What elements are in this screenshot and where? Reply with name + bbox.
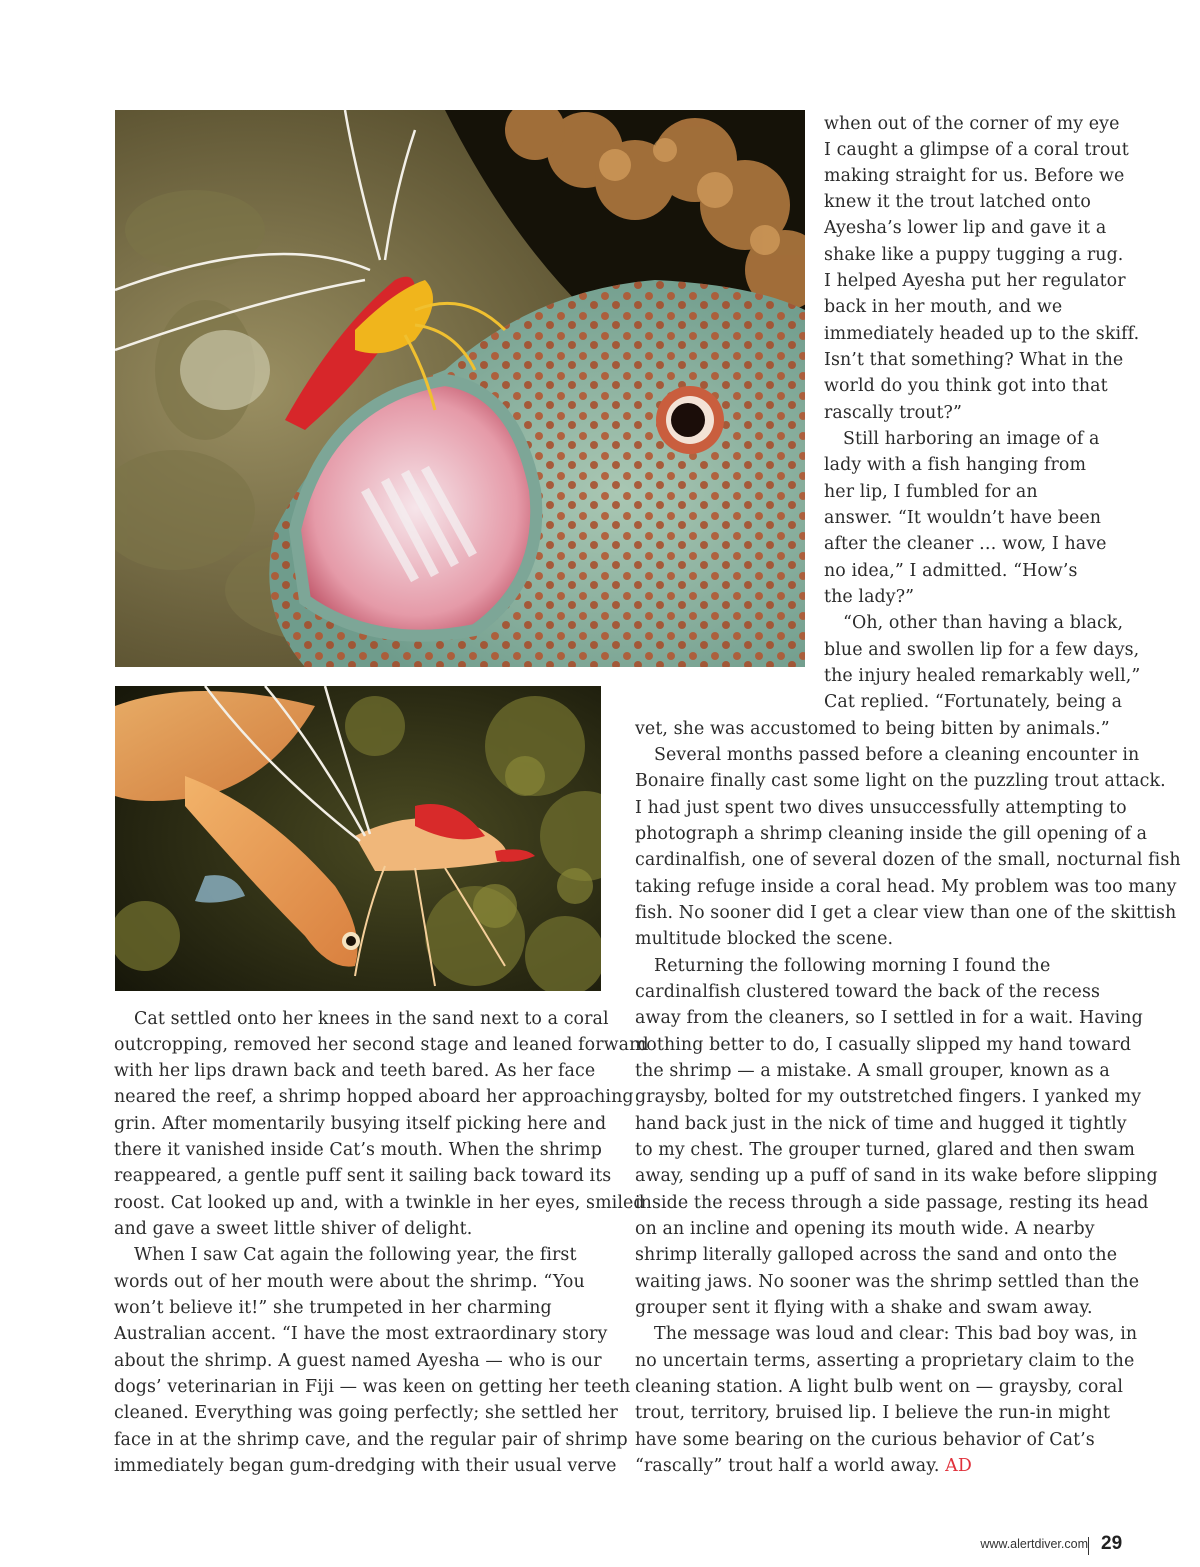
text-line: blue and swollen lip for a few days, xyxy=(824,640,1140,660)
last-text-line xyxy=(635,1453,972,1479)
text-line: immediately headed up to the skiff. xyxy=(824,324,1140,344)
text-line: Cat settled onto her knees in the sand next to a coral xyxy=(134,1009,609,1029)
text-line: with her lips drawn back and teeth bared. As her face xyxy=(114,1061,596,1081)
text-line: cardinalfish clustered toward the back of the recess xyxy=(635,982,1100,1002)
text-line: her lip, I fumbled for an xyxy=(824,482,1038,502)
footer-url[interactable]: www.alertdiver.com xyxy=(980,1537,1088,1551)
text-line-content: “rascally” trout half a world away. xyxy=(635,1456,940,1476)
cardinalfish-shrimp-photo xyxy=(115,686,601,991)
text-line: I caught a glimpse of a coral trout xyxy=(824,140,1129,160)
text-line: taking refuge inside a coral head. My problem was too many xyxy=(635,877,1177,897)
text-line: I had just spent two dives unsuccessfully attempting to xyxy=(635,798,1127,818)
text-line: grouper sent it flying with a shake and swam away. xyxy=(635,1298,1093,1318)
text-line: cleaning station. A light bulb went on — graysby, coral xyxy=(635,1377,1123,1397)
text-line: grin. After momentarily busying itself picking here and xyxy=(114,1114,607,1134)
text-line: to my chest. The grouper turned, glared and then swam xyxy=(635,1140,1135,1160)
text-line: knew it the trout latched onto xyxy=(824,192,1091,212)
text-line: shrimp literally galloped across the sand and onto the xyxy=(635,1245,1118,1265)
text-line: the injury healed remarkably well,” xyxy=(824,666,1141,686)
text-line: have some bearing on the curious behavior of Cat’s xyxy=(635,1430,1095,1450)
text-line: photograph a shrimp cleaning inside the gill opening of a xyxy=(635,824,1148,844)
text-line: trout, territory, bruised lip. I believe the run-in might xyxy=(635,1403,1111,1423)
text-line: I helped Ayesha put her regulator xyxy=(824,271,1126,291)
text-line: when out of the corner of my eye xyxy=(824,114,1120,134)
text-line: “Oh, other than having a black, xyxy=(843,613,1124,633)
text-line: waiting jaws. No sooner was the shrimp settled than the xyxy=(635,1272,1140,1292)
text-line: Isn’t that something? What in the xyxy=(824,350,1124,370)
text-line: The message was loud and clear: This bad boy was, in xyxy=(654,1324,1138,1344)
text-line: vet, she was accustomed to being bitten by animals.” xyxy=(635,719,1110,739)
text-line: back in her mouth, and we xyxy=(824,297,1063,317)
text-line: nothing better to do, I casually slipped my hand toward xyxy=(635,1035,1132,1055)
text-line: the shrimp — a mistake. A small grouper, known as a xyxy=(635,1061,1110,1081)
text-line: Bonaire finally cast some light on the puzzling trout attack. xyxy=(635,771,1166,791)
text-line: after the cleaner … wow, I have xyxy=(824,534,1107,554)
text-line: cleaned. Everything was going perfectly; she settled her xyxy=(114,1403,618,1423)
text-line: shake like a puppy tugging a rug. xyxy=(824,245,1124,265)
text-line: Cat replied. “Fortunately, being a xyxy=(824,692,1123,712)
text-line: lady with a fish hanging from xyxy=(824,455,1087,475)
text-line: immediately began gum-dredging with their usual verve xyxy=(114,1456,617,1476)
text-line: no idea,” I admitted. “How’s xyxy=(824,561,1078,581)
text-line: Australian accent. “I have the most extraordinary story xyxy=(114,1324,608,1344)
text-line: away from the cleaners, so I settled in for a wait. Having xyxy=(635,1008,1143,1028)
text-line: and gave a sweet little shiver of delight. xyxy=(114,1219,473,1239)
text-line: making straight for us. Before we xyxy=(824,166,1125,186)
text-line: face in at the shrimp cave, and the regular pair of shrimp xyxy=(114,1430,628,1450)
text-line: reappeared, a gentle puff sent it sailing back toward its xyxy=(114,1166,612,1186)
text-line: dogs’ veterinarian in Fiji — was keen on getting her teeth xyxy=(114,1377,631,1397)
text-line: there it vanished inside Cat’s mouth. When the shrimp xyxy=(114,1140,603,1160)
end-mark: AD xyxy=(945,1456,972,1476)
text-line: away, sending up a puff of sand in its wake before slipping xyxy=(635,1166,1158,1186)
text-line: the lady?” xyxy=(824,587,915,607)
text-line: about the shrimp. A guest named Ayesha — who is our xyxy=(114,1351,602,1371)
text-line: won’t believe it!” she trumpeted in her charming xyxy=(114,1298,552,1318)
text-line: on an incline and opening its mouth wide. A nearby xyxy=(635,1219,1095,1239)
grouper-shrimp-photo xyxy=(115,110,805,667)
page-number: 29 xyxy=(1101,1533,1123,1554)
footer-divider xyxy=(1088,1537,1089,1555)
text-line: Ayesha’s lower lip and gave it a xyxy=(824,218,1107,238)
text-line: world do you think got into that xyxy=(824,376,1108,396)
text-line: words out of her mouth were about the shrimp. “You xyxy=(114,1272,585,1292)
text-line: rascally trout?” xyxy=(824,403,962,423)
text-line: inside the recess through a side passage, resting its head xyxy=(635,1193,1149,1213)
grouper-shrimp-illustration xyxy=(115,110,805,667)
text-line: neared the reef, a shrimp hopped aboard her approaching xyxy=(114,1087,634,1107)
text-line: fish. No sooner did I get a clear view than one of the skittish xyxy=(635,903,1177,923)
text-line: graysby, bolted for my outstretched fingers. I yanked my xyxy=(635,1087,1142,1107)
text-line: Several months passed before a cleaning encounter in xyxy=(654,745,1140,765)
text-line: cardinalfish, one of several dozen of the small, nocturnal fish xyxy=(635,850,1181,870)
text-line: Still harboring an image of a xyxy=(843,429,1100,449)
text-line: outcropping, removed her second stage and leaned forward xyxy=(114,1035,649,1055)
text-line: When I saw Cat again the following year, the first xyxy=(134,1245,577,1265)
cardinalfish-shrimp-illustration xyxy=(115,686,601,991)
text-line: roost. Cat looked up and, with a twinkle in her eyes, smiled xyxy=(114,1193,645,1213)
text-line: no uncertain terms, asserting a proprietary claim to the xyxy=(635,1351,1135,1371)
text-line: multitude blocked the scene. xyxy=(635,929,894,949)
text-line: hand back just in the nick of time and hugged it tightly xyxy=(635,1114,1127,1134)
text-line: Returning the following morning I found the xyxy=(654,956,1051,976)
text-line: answer. “It wouldn’t have been xyxy=(824,508,1102,528)
